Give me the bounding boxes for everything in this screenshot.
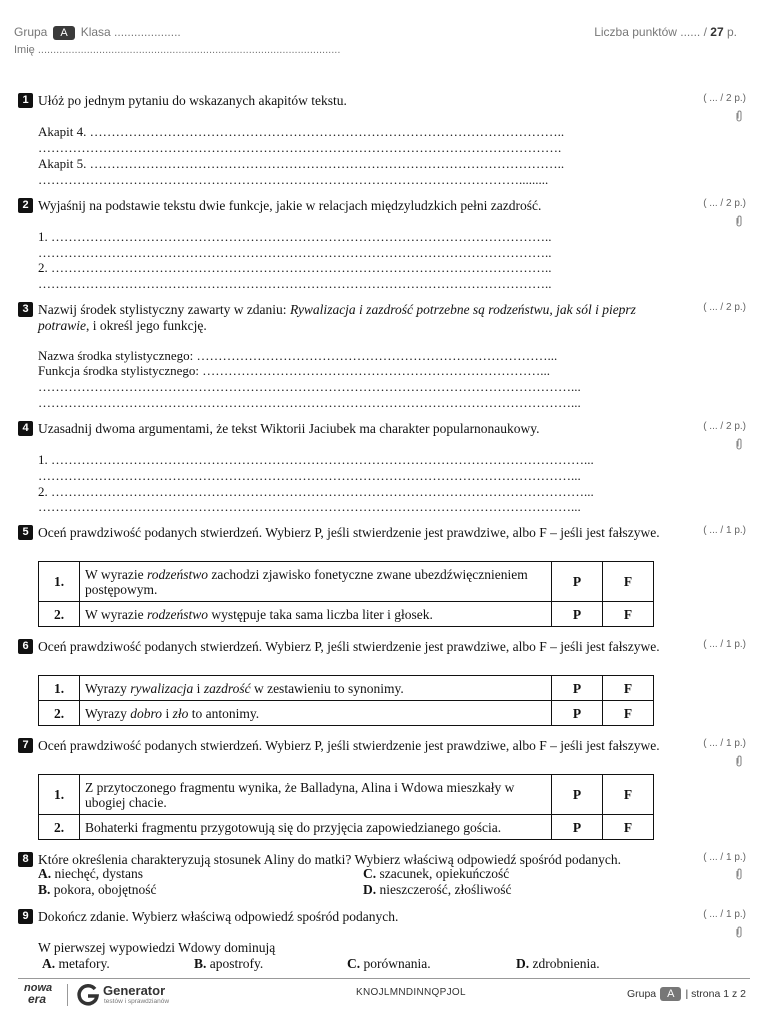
answer-line[interactable]: 1. ……………………………………………………………………………………………………………... — [38, 452, 594, 467]
points-badge: ( ... / 2 p.) — [703, 198, 746, 209]
question-4-text: Uzasadnij dwoma argumentami, że tekst Wiktorii Jaciubek ma charakter popularnonaukowy. — [38, 421, 540, 436]
question-9-text: Dokończ zdanie. Wybierz właściwą odpowiedź spośród podanych. — [38, 909, 399, 924]
false-option[interactable]: F — [603, 701, 654, 726]
question-3-text — [38, 302, 648, 333]
answer-option-d[interactable]: D. zdrobnienia. — [516, 956, 600, 971]
row-number: 2. — [39, 815, 80, 840]
paperclip-icon[interactable] — [734, 438, 744, 451]
answer-option-a[interactable]: A. niechęć, dystans — [38, 866, 143, 881]
question-2-text: Wyjaśnij na podstawie tekstu dwie funkcje, jakie w relacjach międzyludzkich pełni zazdrość. — [38, 198, 542, 213]
true-option[interactable]: P — [552, 701, 603, 726]
points-badge: ( ... / 1 p.) — [703, 738, 746, 749]
footer-group-label: Grupa — [626, 988, 657, 1000]
row-number: 1. — [39, 676, 80, 701]
answer-option-b[interactable]: B. pokora, obojętność — [38, 882, 157, 897]
answer-line[interactable]: Akapit 5. ……………………………………………………………………………………………….. — [38, 156, 565, 171]
question-6-text: Oceń prawdziwość podanych stwierdzeń. Wybierz P, jeśli stwierdzenie jest prawdziwe, albo F – jeśli jest fałszywe. — [38, 639, 660, 654]
points-summary — [594, 25, 737, 39]
answer-option-b[interactable]: B. apostrofy. — [194, 956, 264, 971]
statement: Wyrazy dobro i zło to antonimy. — [80, 701, 552, 726]
question-8-text: Które określenia charakteryzują stosunek Aliny do matki? Wybierz właściwą odpowiedź spośród podanych. — [38, 852, 622, 867]
points-badge: ( ... / 2 p.) — [703, 421, 746, 432]
logo-separator — [67, 984, 68, 1006]
answer-line[interactable]: 1. …………………………………………………………………………………………………….. — [38, 229, 552, 244]
points-badge: ( ... / 2 p.) — [703, 93, 746, 104]
answer-line[interactable]: ……………………………………………………………………………………………………….. — [38, 276, 552, 291]
points-suffix: p. — [726, 25, 737, 39]
answer-line[interactable]: ……………………………………………………………………………………………………………... — [38, 379, 581, 394]
question-number: 7 — [18, 738, 33, 753]
true-option[interactable]: P — [552, 815, 603, 840]
q3-text-c: , i określ jego funkcję. — [86, 317, 207, 333]
group-label: Grupa — [14, 25, 48, 39]
points-label: Liczba punktów ...... / — [594, 25, 707, 39]
table-row — [39, 775, 654, 815]
footer-page-info — [627, 987, 746, 1001]
answer-option-a[interactable]: A. metafory. — [42, 956, 110, 971]
statement: W wyrazie rodzeństwo występuje taka sama liczba liter i głosek. — [80, 602, 552, 627]
question-stem: W pierwszej wypowiedzi Wdowy dominują — [38, 940, 276, 955]
paperclip-icon[interactable] — [734, 215, 744, 228]
question-number: 2 — [18, 198, 33, 213]
points-badge: ( ... / 2 p.) — [703, 302, 746, 313]
class-field[interactable]: Klasa .................... — [80, 25, 181, 39]
footer-group-badge: A — [660, 987, 681, 1001]
paperclip-icon[interactable] — [734, 868, 744, 881]
false-option[interactable]: F — [603, 676, 654, 701]
true-option[interactable]: P — [552, 562, 603, 602]
answer-option-d[interactable]: D. nieszczerość, złośliwość — [363, 882, 512, 897]
question-1-text: Ułóż po jednym pytaniu do wskazanych akapitów tekstu. — [38, 93, 347, 108]
false-option[interactable]: F — [603, 815, 654, 840]
q3-text-a: Nazwij środek stylistyczny zawarty w zdaniu: — [38, 302, 290, 317]
question-number: 1 — [18, 93, 33, 108]
answer-line[interactable]: Nazwa środka stylistycznego: ………………………………………………………………………... — [38, 348, 558, 363]
statement: W wyrazie rodzeństwo zachodzi zjawisko fonetyczne zwane ubezdźwięcznieniem postępowym. — [80, 562, 552, 602]
table-row — [39, 676, 654, 701]
paperclip-icon[interactable] — [734, 755, 744, 768]
generator-subtitle: testów i sprawdzianów — [104, 998, 170, 1005]
row-number: 1. — [39, 775, 80, 815]
name-field[interactable]: Imię ................................................................................................... — [14, 44, 341, 56]
table-row — [39, 701, 654, 726]
answer-line[interactable]: …………………………………………………………………………………………………………. — [38, 140, 562, 155]
footer-divider — [18, 978, 750, 979]
points-total: 27 — [710, 25, 724, 39]
answer-line[interactable]: Akapit 4. ……………………………………………………………………………………………….. — [38, 124, 565, 139]
answer-line[interactable]: 2. …………………………………………………………………………………………………….. — [38, 260, 552, 275]
question-number: 9 — [18, 909, 33, 924]
false-option[interactable]: F — [603, 562, 654, 602]
points-badge: ( ... / 1 p.) — [703, 639, 746, 650]
question-number: 5 — [18, 525, 33, 540]
generator-logo-icon — [76, 983, 100, 1007]
false-option[interactable]: F — [603, 602, 654, 627]
answer-option-c[interactable]: C. szacunek, opiekuńczość — [363, 866, 510, 881]
question-5-text: Oceń prawdziwość podanych stwierdzeń. Wybierz P, jeśli stwierdzenie jest prawdziwe, albo F – jeśli jest fałszywe. — [38, 525, 660, 540]
answer-line[interactable]: ……………………………………………………………………………………………………………... — [38, 499, 581, 514]
statement: Wyrazy rywalizacja i zazdrość w zestawieniu to synonimy. — [80, 676, 552, 701]
question-7-text: Oceń prawdziwość podanych stwierdzeń. Wybierz P, jeśli stwierdzenie jest prawdziwe, albo F – jeśli jest fałszywe. — [38, 738, 660, 753]
question-number: 3 — [18, 302, 33, 317]
nowa-era-logo: nowa era — [24, 982, 53, 1006]
answer-line[interactable]: …………………………………………………………………………………………………......... — [38, 172, 549, 187]
answer-option-c[interactable]: C. porównania. — [347, 956, 431, 971]
q3-quote: Rywalizacja i zazdrość potrzebne są rodzeństwu, jak sól i pieprz potrawie — [38, 302, 636, 333]
row-number: 1. — [39, 562, 80, 602]
paperclip-icon[interactable] — [734, 110, 744, 123]
group-badge: A — [53, 26, 74, 40]
row-number: 2. — [39, 701, 80, 726]
answer-line[interactable]: Funkcja środka stylistycznego: ……………………………………………………………………... — [38, 363, 551, 378]
points-badge: ( ... / 1 p.) — [703, 525, 746, 536]
table-row — [39, 815, 654, 840]
points-badge: ( ... / 1 p.) — [703, 909, 746, 920]
true-option[interactable]: P — [552, 676, 603, 701]
points-badge: ( ... / 1 p.) — [703, 852, 746, 863]
question-number: 4 — [18, 421, 33, 436]
false-option[interactable]: F — [603, 775, 654, 815]
row-number: 2. — [39, 602, 80, 627]
question-number: 6 — [18, 639, 33, 654]
true-option[interactable]: P — [552, 775, 603, 815]
true-false-table — [38, 774, 654, 840]
true-false-table — [38, 561, 654, 627]
answer-line[interactable]: ……………………………………………………………………………………………………………... — [38, 468, 581, 483]
question-number: 8 — [18, 852, 33, 867]
table-row — [39, 602, 654, 627]
table-row — [39, 562, 654, 602]
answer-line[interactable]: ……………………………………………………………………………………………………….. — [38, 245, 552, 260]
footer-page-label: | strona 1 z 2 — [685, 988, 746, 1000]
statement: Bohaterki fragmentu przygotowują się do przyjęcia zapowiedzianego gościa. — [80, 815, 552, 840]
true-false-table — [38, 675, 654, 726]
answer-line[interactable]: 2. ……………………………………………………………………………………………………………... — [38, 484, 594, 499]
paperclip-icon[interactable] — [734, 926, 744, 939]
answer-line[interactable]: ……………………………………………………………………………………………………………... — [38, 395, 581, 410]
generator-title: Generator — [103, 983, 166, 998]
statement: Z przytoczonego fragmentu wynika, że Balladyna, Alina i Wdowa mieszkały w ubogiej chacie. — [80, 775, 552, 815]
header-group-row — [14, 25, 181, 40]
document-code: KNOJLMNDINNQPJOL — [356, 987, 466, 998]
true-option[interactable]: P — [552, 602, 603, 627]
